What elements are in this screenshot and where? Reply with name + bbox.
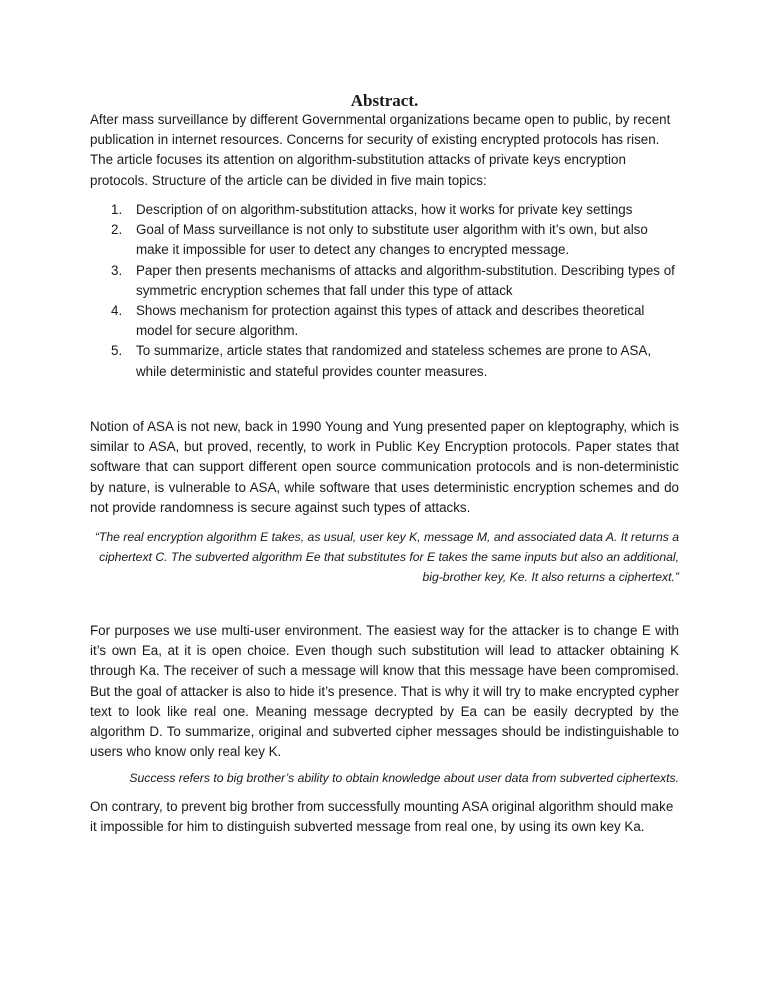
list-item-number: 4. bbox=[111, 303, 123, 319]
topics-list bbox=[90, 200, 679, 382]
list-item-text: To summarize, article states that randomized and stateless schemes are prone to ASA, while deterministic and stateful provides counter measures. bbox=[136, 343, 652, 379]
list-item bbox=[90, 200, 679, 220]
prevention-paragraph: On contrary, to prevent big brother from successfully mounting ASA original algorithm should make it impossible for him to distinguish subverted message from real one, by using its own key Ka. bbox=[90, 799, 674, 835]
success-definition-quote: Success refers to big brother’s ability to obtain knowledge about user data from subverted ciphertexts. bbox=[129, 771, 679, 785]
list-item-number: 3. bbox=[111, 262, 123, 278]
list-item-number: 2. bbox=[111, 222, 123, 238]
abstract-heading: Abstract. bbox=[350, 91, 419, 110]
list-item-text: Shows mechanism for protection against this types of attack and describes theoretical model for secure algorithm. bbox=[136, 303, 645, 339]
list-item bbox=[90, 341, 679, 381]
encryption-algorithm-quote: “The real encryption algorithm E takes, as usual, user key K, message M, and associated data A. It returns a ciphertext C. The subverted algorithm Ee that substitutes for E takes the same inputs but also an additional, big-brother key, Ke. It also returns a ciphertext.” bbox=[94, 530, 679, 584]
list-item-text: Paper then presents mechanisms of attacks and algorithm-substitution. Describing types of symmetric encryption schemes that fall under this type of attack bbox=[136, 262, 675, 298]
multi-user-paragraph: For purposes we use multi-user environment. The easiest way for the attacker is to change E with it’s own Ea, at it is open choice. Even though such substitution will lead to attacker obtaining K through Ka. The receiver of such a message will know that this message have been compromised. But the goal of attacker is also to hide it’s presence. That is why it will try to make encrypted cypher text to look like real one. Meaning message decrypted by Ea can be easily decrypted by the algorithm D. To summarize, original and subverted cipher messages should be indistinguishable to users who know only real key K. bbox=[90, 623, 679, 760]
list-item bbox=[90, 220, 679, 260]
asa-notion-paragraph: Notion of ASA is not new, back in 1990 Young and Yung presented paper on kleptography, which is similar to ASA, but proved, recently, to work in Public Key Encryption protocols. Paper states that software that can support different open source communication protocols and is non-deterministic by nature, is vulnerable to ASA, while software that uses deterministic encryption schemes and do not provide randomness is secure against such types of attacks. bbox=[90, 419, 679, 515]
list-item bbox=[90, 261, 679, 301]
list-item bbox=[90, 301, 679, 341]
list-item-text: Description of on algorithm-substitution attacks, how it works for private key settings bbox=[136, 202, 633, 217]
list-item-text: Goal of Mass surveillance is not only to substitute user algorithm with it’s own, but also make it impossible for user to detect any changes to encrypted message. bbox=[136, 222, 648, 258]
list-item-number: 5. bbox=[111, 343, 123, 359]
intro-paragraph: After mass surveillance by different Governmental organizations became open to public, by recent publication in internet resources. Concerns for security of existing encrypted protocols has risen. The article focuses its attention on algorithm-substitution attacks of private keys encryption protocols. Structure of the article can be divided in five main topics: bbox=[90, 112, 671, 188]
list-item-number: 1. bbox=[111, 202, 123, 217]
